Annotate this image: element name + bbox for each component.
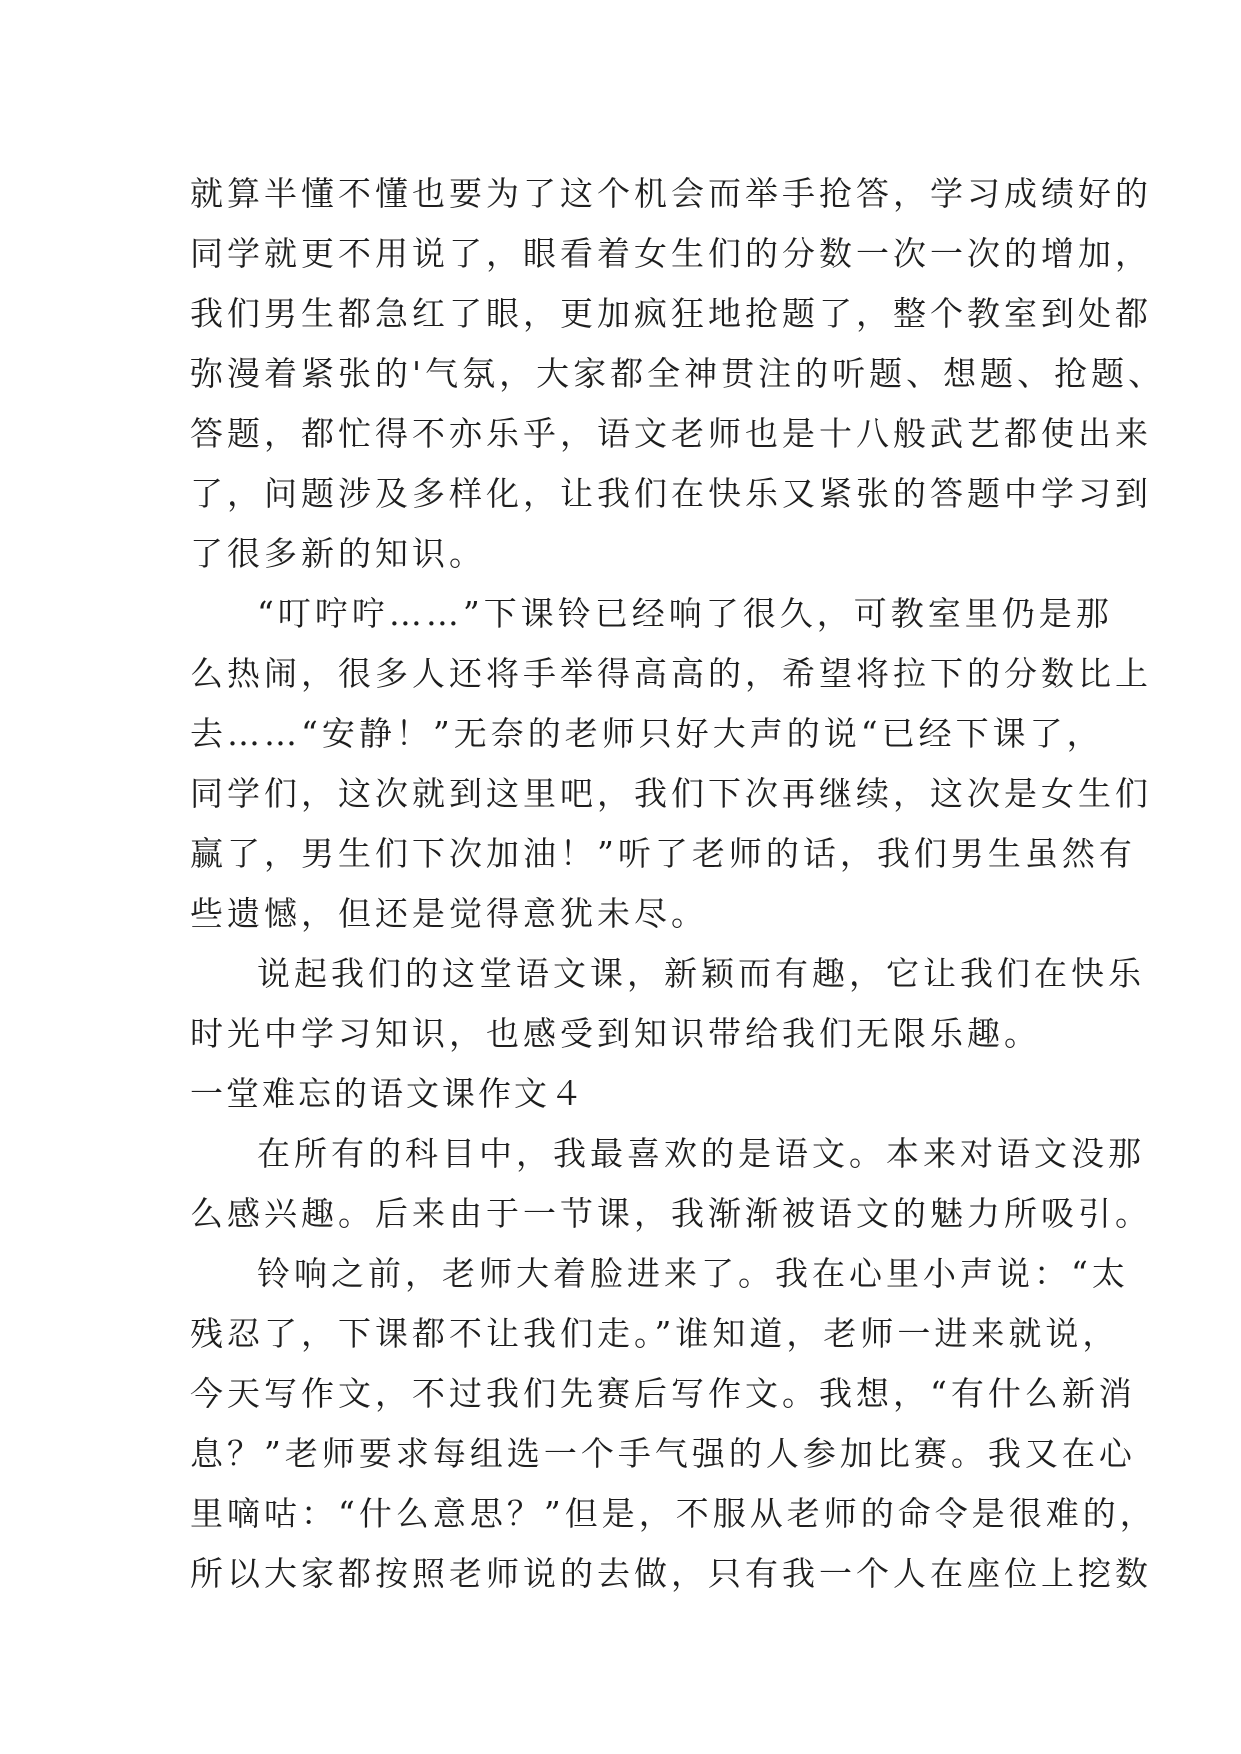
text-line: 弥漫着紧张的'气氛，大家都全神贯注的听题、想题、抢题、 — [190, 354, 1166, 393]
text-line: 所以大家都按照老师说的去做，只有我一个人在座位上挖数 — [190, 1554, 1152, 1593]
text-line: 我们男生都急红了眼，更加疯狂地抢题了，整个教室到处都 — [190, 294, 1152, 333]
text-line: 答题，都忙得不亦乐乎，语文老师也是十八般武艺都使出来 — [190, 414, 1152, 453]
text-line: 了很多新的知识。 — [190, 534, 486, 573]
text-line: 么热闹，很多人还将手举得高高的，希望将拉下的分数比上 — [190, 654, 1152, 693]
document-body — [190, 164, 1166, 1604]
text-line: 么感兴趣。后来由于一节课，我渐渐被语文的魅力所吸引。 — [190, 1194, 1152, 1233]
text-line: 了，问题涉及多样化，让我们在快乐又紧张的答题中学习到 — [190, 474, 1152, 513]
text-line: 同学就更不用说了，眼看着女生们的分数一次一次的增加， — [190, 234, 1152, 273]
text-line: 就算半懂不懂也要为了这个机会而举手抢答，学习成绩好的 — [190, 174, 1152, 213]
text-line: 些遗憾，但还是觉得意犹未尽。 — [190, 894, 708, 933]
text-line: 赢了，男生们下次加油！”听了老师的话，我们男生虽然有 — [190, 834, 1136, 873]
text-line: 铃响之前，老师大着脸进来了。我在心里小声说：“太 — [257, 1254, 1129, 1293]
text-line: 说起我们的这堂语文课，新颖而有趣，它让我们在快乐 — [257, 954, 1145, 993]
text-line: 残忍了，下课都不让我们走。”谁知道，老师一进来就说， — [190, 1314, 1120, 1353]
text-line: 同学们，这次就到这里吧，我们下次再继续，这次是女生们 — [190, 774, 1152, 813]
section-heading: 一堂难忘的语文课作文４ — [190, 1074, 586, 1113]
text-line: 今天写作文，不过我们先赛后写作文。我想，“有什么新消 — [190, 1374, 1136, 1413]
text-line: 去……“安静！”无奈的老师只好大声的说“已经下课了， — [190, 714, 1104, 753]
text-line: “叮咛咛……”下课铃已经响了很久，可教室里仍是那 — [257, 594, 1113, 633]
text-line: 在所有的科目中，我最喜欢的是语文。本来对语文没那 — [257, 1134, 1145, 1173]
text-line: 时光中学习知识，也感受到知识带给我们无限乐趣。 — [190, 1014, 1041, 1053]
text-line: 里嘀咕：“什么意思？”但是，不服从老师的命令是很难的， — [190, 1494, 1157, 1533]
text-line: 息？”老师要求每组选一个手气强的人参加比赛。我又在心 — [190, 1434, 1136, 1473]
